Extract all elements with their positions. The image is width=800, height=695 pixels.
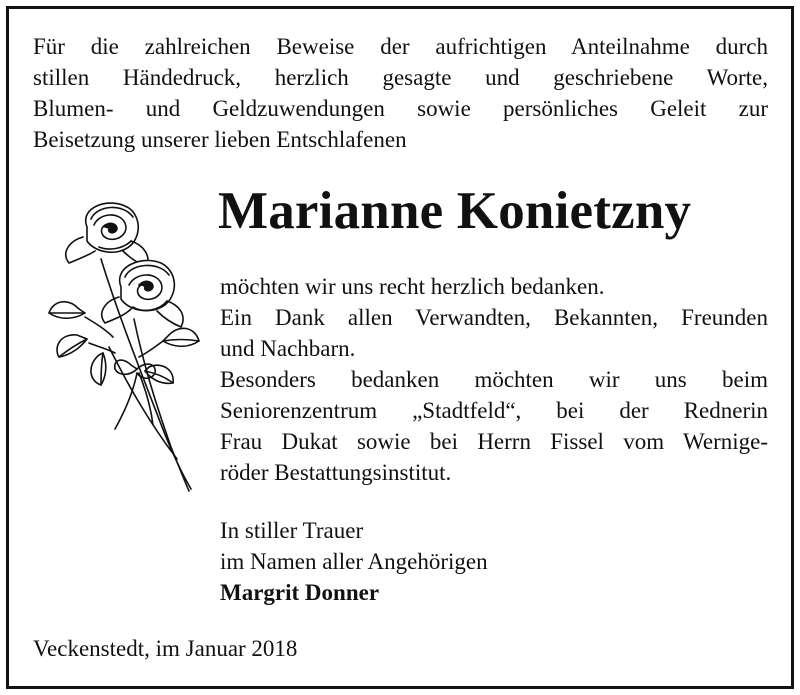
intro-line: Für die zahlreichen Beweise der aufrichtigen Anteilnahme durch (33, 34, 768, 59)
signoff-block (220, 515, 488, 608)
body-line: und Nachbarn. (220, 336, 356, 361)
body-line: Seniorenzentrum „Stadtfeld“, bei der Rednerin (220, 398, 768, 423)
body-line: Frau Dukat sowie bei Herrn Fissel vom Wernige- (220, 429, 768, 454)
body-line: röder Bestattungsinstitut. (220, 460, 452, 485)
intro-line: Beisetzung unserer lieben Entschlafenen (33, 127, 407, 152)
body-line: Ein Dank allen Verwandten, Bekannten, Freunden (220, 305, 768, 330)
intro-paragraph (33, 31, 768, 155)
signoff-line: In stiller Trauer (220, 518, 364, 543)
place-date: Veckenstedt, im Januar 2018 (33, 636, 298, 661)
signoff-line: im Namen aller Angehörigen (220, 549, 488, 574)
signer-name: Margrit Donner (220, 580, 380, 605)
obituary-notice (6, 6, 794, 689)
deceased-name: Marianne Konietzny (218, 182, 692, 240)
rose-icon (39, 197, 209, 497)
intro-line: stillen Händedruck, herzlich gesagte und geschriebene Worte, (33, 65, 768, 90)
intro-line: Blumen- und Geldzuwendungen sowie persönliches Geleit zur (33, 96, 768, 121)
body-line: möchten wir uns recht herzlich bedanken. (220, 274, 605, 299)
body-line: Besonders bedanken möchten wir uns beim (220, 367, 768, 392)
thanks-paragraph (220, 271, 768, 488)
